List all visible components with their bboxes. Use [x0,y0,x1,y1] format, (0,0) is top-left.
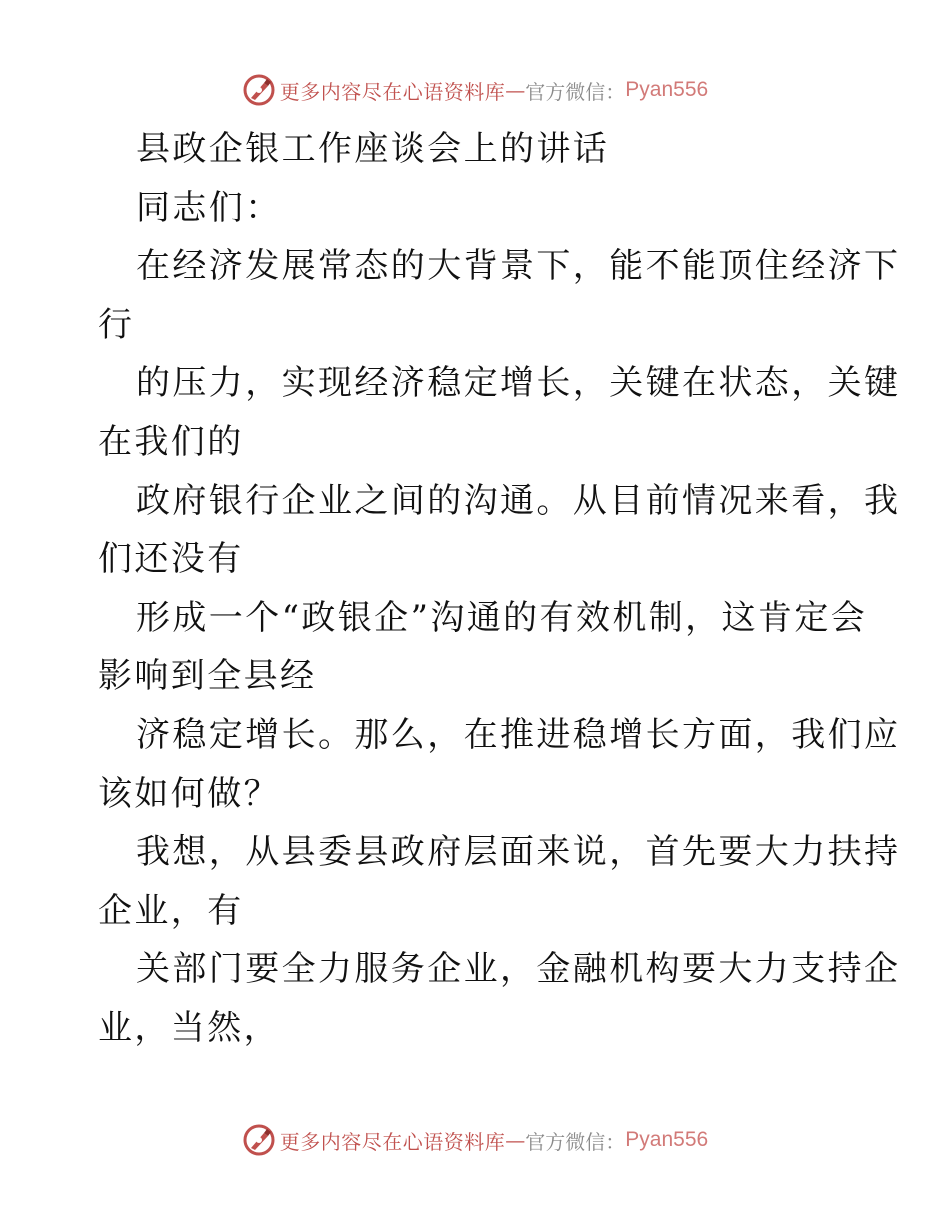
paragraph-line-1-first: 在经济发展常态的大背景下，能不能顶住经济下 [136,246,901,287]
paragraph-line-6-rest: 企业，有 [98,890,244,931]
paragraph-line-1 [98,237,901,354]
paragraph-line-3 [98,472,901,589]
banner-wechat-label: 官方微信： [525,79,626,104]
paragraph-line-1-rest: 行 [98,304,135,345]
paragraph-line-2-first: 的压力，实现经济稳定增长，关键在状态，关键 [136,363,901,404]
footer-wechat-label: 官方微信： [525,1129,626,1154]
paragraph-line-2-rest: 在我们的 [98,421,244,462]
paragraph-line-6 [98,823,901,940]
pen-logo-icon [242,73,276,107]
header-banner [0,70,950,110]
footer-dash: — [505,1128,526,1152]
footer-banner [0,1120,950,1160]
paragraph-line-7-rest: 业，当然， [98,1007,280,1048]
paragraph-line-3-first: 政府银行企业之间的沟通。从目前情况来看，我 [136,480,901,521]
banner-brand-text: 更多内容尽在心语资料库 [279,79,506,104]
document-body [98,120,901,1058]
banner-wechat-handle: Pyan556 [625,78,709,101]
paragraph-line-7-first: 关部门要全力服务企业，金融机构要大力支持企 [136,949,901,990]
paragraph-line-5-first: 济稳定增长。那么，在推进稳增长方面，我们应 [136,714,901,755]
paragraph-line-4-rest: 影响到全县经 [98,656,317,697]
paragraph-line-5 [98,706,901,823]
document-salutation: 同志们： [136,187,282,228]
paragraph-line-7 [98,940,901,1057]
document-title: 县政企银工作座谈会上的讲话 [136,129,610,169]
paragraph-line-2 [98,354,901,471]
footer-wechat-handle: Pyan556 [625,1128,709,1151]
paragraph-line-4-first: 形成一个“政银企”沟通的有效机制，这肯定会 [136,597,868,638]
pen-logo-icon [242,1123,276,1157]
paragraph-line-3-rest: 们还没有 [98,539,244,580]
banner-dash: — [505,78,526,102]
footer-brand-text: 更多内容尽在心语资料库 [279,1129,506,1154]
paragraph-line-4 [98,589,868,706]
paragraph-line-6-first: 我想，从县委县政府层面来说，首先要大力扶持 [136,832,901,873]
paragraph-line-5-rest: 该如何做？ [98,773,280,814]
